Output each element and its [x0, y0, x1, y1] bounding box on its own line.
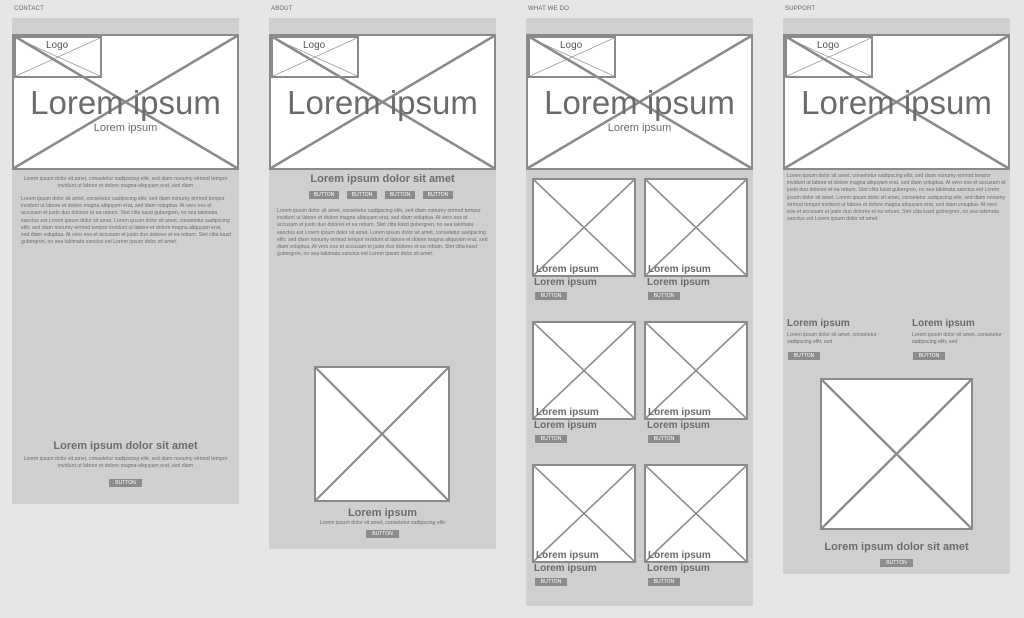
- logo-text: Logo: [817, 40, 840, 51]
- logo-placeholder: [785, 36, 873, 78]
- service-card-title: Lorem ipsum: [647, 277, 710, 288]
- service-card-button[interactable]: BUTTON: [535, 435, 567, 443]
- about-button-1[interactable]: BUTTON: [309, 191, 339, 199]
- service-card-overlay-title: Lorem ipsum: [536, 264, 599, 275]
- service-card-title: Lorem ipsum: [534, 277, 597, 288]
- support-column-title: Lorem ipsum: [912, 318, 975, 329]
- section-text: Lorem ipsum dolor sit amet, consetetur sadipscing elitr, sed diam nonumy eirmod tempor invidunt ut labore et dolore magna aliquyam erat, sed diam: [23, 456, 228, 470]
- contact-page: [12, 18, 239, 504]
- hero-title: Lorem ipsum: [287, 84, 478, 121]
- about-button-2[interactable]: BUTTON: [347, 191, 377, 199]
- hero-image-placeholder: [12, 34, 239, 170]
- image-placeholder: [820, 378, 973, 530]
- service-card-image: [644, 178, 748, 277]
- frame-label-support: SUPPORT: [785, 6, 816, 12]
- support-column-title: Lorem ipsum: [787, 318, 850, 329]
- logo-placeholder: [14, 36, 102, 78]
- about-page: [269, 18, 496, 549]
- support-heading: Lorem ipsum dolor sit amet: [824, 541, 969, 553]
- hero-subtitle: Lorem ipsum: [93, 122, 158, 134]
- service-card-overlay-title: Lorem ipsum: [648, 407, 711, 418]
- service-card-image: [644, 464, 748, 563]
- about-button-3[interactable]: BUTTON: [385, 191, 415, 199]
- support-column-button[interactable]: BUTTON: [788, 352, 820, 360]
- image-caption-text: Lorem ipsum dolor sit amet, consetetur sadipscing elitr: [319, 520, 446, 526]
- image-caption-title: Lorem ipsum: [347, 507, 418, 519]
- service-card-image: [532, 321, 636, 420]
- support-page: [783, 18, 1010, 574]
- service-card-title: Lorem ipsum: [534, 420, 597, 431]
- body-text: Lorem ipsum dolor sit amet, consetetur sadipscing elitr, sed diam nonumy eirmod tempor invidunt ut labore et dolore magna aliquyam erat, sed diam voluptua. At vero eos et accusam et justo duo dolores et ea rebum. Stet clita kasd gubergren, no sea takimata sanctus est Lorem ipsum dolor sit amet. Lorem ipsum dolor sit amet, consetetur sadipscing elitr, sed diam nonumy eirmod tempor invidunt ut labore et dolore magna aliquyam erat, sed diam voluptua. At vero eos et accusam et justo duo dolores et ea rebum. Stet clita kasd gubergren, no sea takimata sanctus est Lorem ipsum dolor sit amet.: [787, 173, 1006, 223]
- service-card-image: [532, 464, 636, 563]
- what-we-do-page: [526, 18, 753, 606]
- frame-label-contact: CONTACT: [14, 6, 44, 12]
- logo-text: Logo: [46, 40, 69, 51]
- about-button-4[interactable]: BUTTON: [423, 191, 453, 199]
- service-card-overlay-title: Lorem ipsum: [536, 550, 599, 561]
- frame-label-about: ABOUT: [271, 6, 293, 12]
- intro-text: Lorem ipsum dolor sit amet, consetetur sadipscing elitr, sed diam nonumy eirmod tempor invidunt ut labore et dolore magna aliquyam erat, sed diam: [23, 176, 228, 190]
- service-card-image: [644, 321, 748, 420]
- service-card-title: Lorem ipsum: [534, 563, 597, 574]
- contact-button[interactable]: BUTTON: [109, 479, 142, 487]
- hero-image-placeholder: [269, 34, 496, 170]
- image-placeholder: [314, 366, 450, 502]
- body-text: Lorem ipsum dolor sit amet, consetetur sadipscing elitr, sed diam nonumy eirmod tempor invidunt ut labore et dolore magna aliquyam erat, sed diam voluptua. At vero eos et accusam et justo duo dolores et ea rebum. Stet clita kasd gubergren, no sea takimata sanctus est Lorem ipsum dolor sit amet. Lorem ipsum dolor sit amet, consetetur sadipscing elitr, sed diam nonumy eirmod tempor invidunt ut labore et dolore magna aliquyam erat, sed diam voluptua. At vero eos et accusam et justo duo dolores et ea rebum. Stet clita kasd gubergren, no sea takimata sanctus est Lorem ipsum dolor sit amet.: [21, 196, 231, 246]
- service-card-button[interactable]: BUTTON: [535, 292, 567, 300]
- hero-title: Lorem ipsum: [30, 84, 221, 121]
- logo-placeholder: [528, 36, 616, 78]
- frame-label-what-we-do: WHAT WE DO: [528, 6, 570, 12]
- body-text: Lorem ipsum dolor sit amet, consetetur sadipscing elitr, sed diam nonumy eirmod tempor invidunt ut labore et dolore magna aliquyam erat, sed diam voluptua. At vero eos et accusam et justo duo dolores et ea rebum. Stet clita kasd gubergren, no sea takimata sanctus est Lorem ipsum dolor sit amet. Lorem ipsum dolor sit amet, consetetur sadipscing elitr, sed diam nonumy eirmod tempor invidunt ut labore et dolore magna aliquyam erat, sed diam voluptua. At vero eos et accusam et justo duo dolores et ea rebum. Stet clita kasd gubergren, no sea takimata sanctus est Lorem ipsum dolor sit amet.: [277, 208, 488, 258]
- hero-subtitle: Lorem ipsum: [607, 122, 672, 134]
- service-card-button[interactable]: BUTTON: [648, 292, 680, 300]
- service-card-image: [532, 178, 636, 277]
- support-button[interactable]: BUTTON: [880, 559, 913, 567]
- service-card-overlay-title: Lorem ipsum: [648, 550, 711, 561]
- about-caption-button[interactable]: BUTTON: [366, 530, 399, 538]
- service-card-overlay-title: Lorem ipsum: [536, 407, 599, 418]
- service-card-title: Lorem ipsum: [647, 563, 710, 574]
- about-heading: Lorem ipsum dolor sit amet: [310, 173, 455, 185]
- service-card-button[interactable]: BUTTON: [535, 578, 567, 586]
- hero-image-placeholder: [526, 34, 753, 170]
- logo-placeholder: [271, 36, 359, 78]
- service-card-button[interactable]: BUTTON: [648, 578, 680, 586]
- service-card-overlay-title: Lorem ipsum: [648, 264, 711, 275]
- support-column-button[interactable]: BUTTON: [913, 352, 945, 360]
- hero-title: Lorem ipsum: [801, 84, 992, 121]
- hero-title: Lorem ipsum: [544, 84, 735, 121]
- support-column-text: Lorem ipsum dolor sit amet, consetetur sadipscing elitr, sed: [787, 332, 877, 346]
- logo-text: Logo: [303, 40, 326, 51]
- section-heading: Lorem ipsum dolor sit amet: [53, 440, 198, 452]
- support-column-text: Lorem ipsum dolor sit amet, consetetur sadipscing elitr, sed: [912, 332, 1002, 346]
- hero-image-placeholder: [783, 34, 1010, 170]
- service-card-button[interactable]: BUTTON: [648, 435, 680, 443]
- service-card-title: Lorem ipsum: [647, 420, 710, 431]
- logo-text: Logo: [560, 40, 583, 51]
